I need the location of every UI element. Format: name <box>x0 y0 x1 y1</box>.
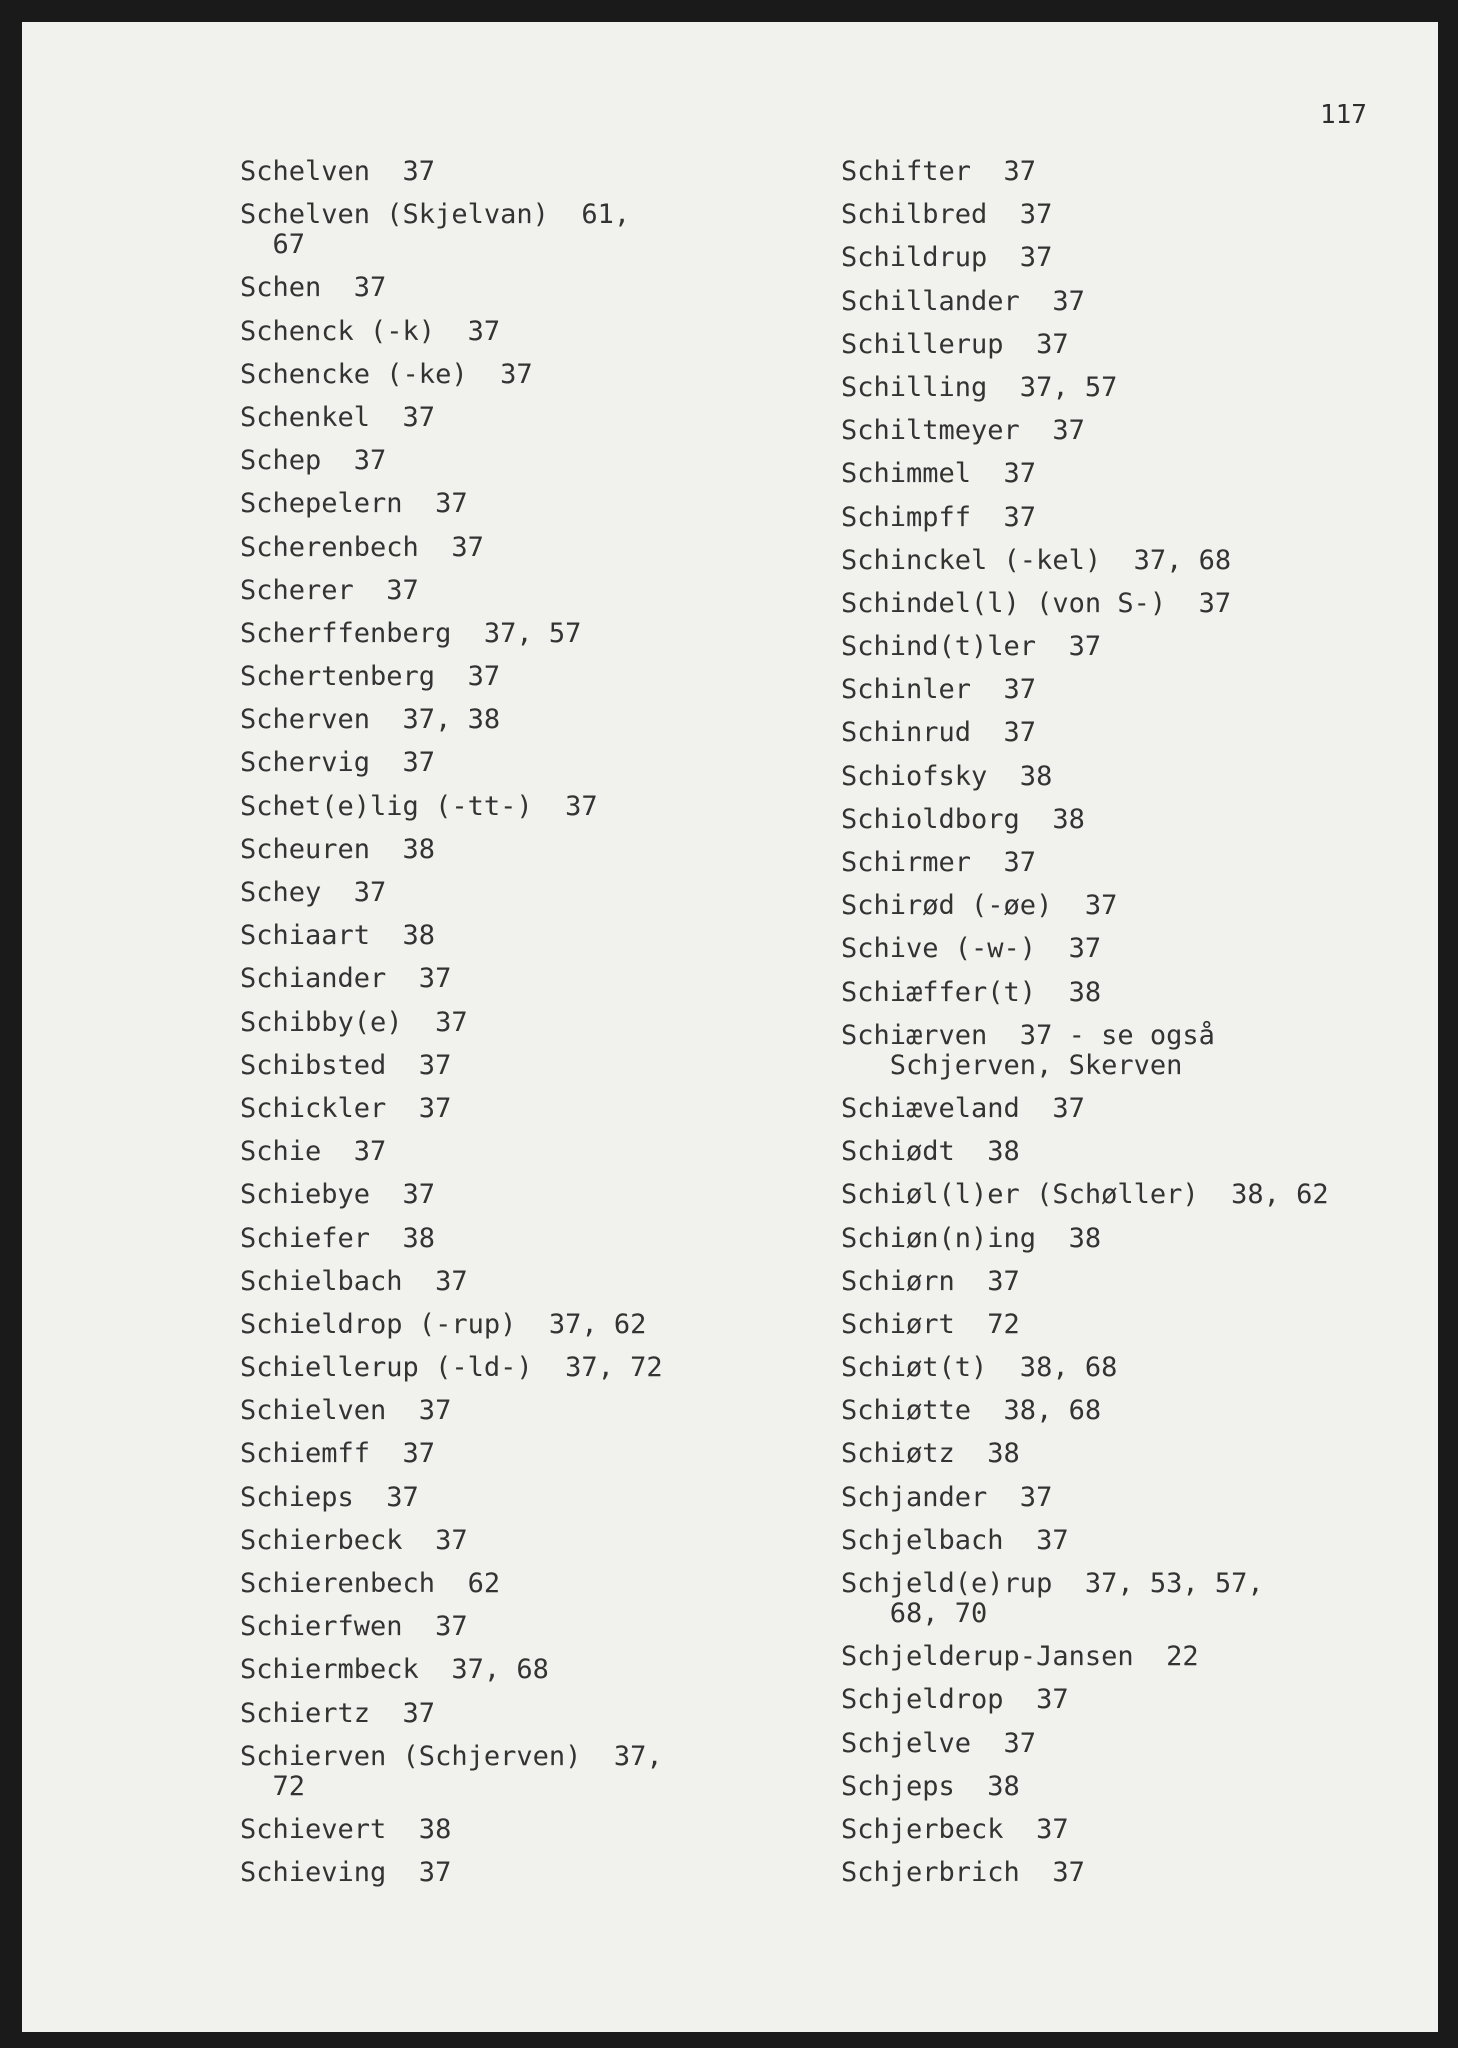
index-entry <box>240 1008 760 1038</box>
index-entry-text: Schenkel 37 <box>240 401 436 433</box>
index-entry-text: Schiofsky 38 <box>841 760 1053 792</box>
index-entry-text: Schjeldrop 37 <box>841 1684 1069 1716</box>
index-entry-text: Schierbeck 37 <box>240 1524 468 1556</box>
index-entry-text: Schiltmeyer 37 <box>841 415 1085 447</box>
index-entry <box>240 1224 760 1254</box>
index-entry <box>841 200 1401 230</box>
page-number: 117 <box>1320 100 1367 130</box>
index-entry <box>841 805 1401 835</box>
index-entry <box>240 1137 760 1167</box>
index-entry-text: Schinler 37 <box>841 674 1037 706</box>
index-entry-text: Schen 37 <box>240 272 387 304</box>
index-entry <box>240 533 760 563</box>
index-entry <box>841 1180 1401 1210</box>
index-entry <box>240 1483 760 1513</box>
index-entry-text: Schirød (-øe) 37 <box>841 890 1118 922</box>
index-entry-text: Schjerbeck 37 <box>841 1813 1069 1845</box>
index-entry <box>841 848 1401 878</box>
index-entry <box>841 330 1401 360</box>
index-entry <box>240 1858 760 1888</box>
index-entry <box>841 891 1401 921</box>
index-entry <box>841 243 1401 273</box>
index-entry-text: Schiebye 37 <box>240 1179 436 1211</box>
index-entry <box>841 373 1401 403</box>
index-entry <box>841 1310 1401 1340</box>
index-entry-text: Schifter 37 <box>841 156 1037 187</box>
index-entry-text: Schjander 37 <box>841 1481 1053 1513</box>
index-entry-text: Scheuren 38 <box>240 833 436 865</box>
index-entry-text: Schiøt(t) 38, 68 <box>841 1352 1118 1384</box>
index-entry-text: Scherer 37 <box>240 574 419 606</box>
index-entry-text: Schiemff 37 <box>240 1438 436 1470</box>
index-entry <box>240 1569 760 1599</box>
index-entry-text: Schieps 37 <box>240 1481 419 1513</box>
index-entry-text: Schirmer 37 <box>841 847 1037 878</box>
index-entry-text: Schencke (-ke) 37 <box>240 358 533 390</box>
index-entry-text: Scherffenberg 37, 57 <box>240 617 582 649</box>
index-column-left <box>240 157 760 1901</box>
index-entry-text: Schibby(e) 37 <box>240 1006 468 1038</box>
index-entry-continuation: Schjerven, Skerven <box>841 1049 1183 1081</box>
index-entry-text: Schiærven 37 - se også <box>841 1019 1215 1051</box>
index-entry <box>841 1094 1401 1124</box>
index-entry <box>240 273 760 303</box>
index-entry <box>841 978 1401 1008</box>
index-entry-text: Schillander 37 <box>841 285 1085 317</box>
index-column-right <box>841 157 1401 1901</box>
index-entry <box>240 403 760 433</box>
index-entry <box>841 157 1401 187</box>
index-entry-text: Schierenbech 62 <box>240 1568 501 1599</box>
index-entry-text: Schieldrop (-rup) 37, 62 <box>240 1308 647 1340</box>
document-page <box>22 22 1438 2032</box>
index-entry-text: Schjerbrich 37 <box>841 1857 1085 1889</box>
index-entry <box>841 1815 1401 1845</box>
index-entry-text: Schickler 37 <box>240 1092 452 1124</box>
index-entry <box>841 459 1401 489</box>
index-entry-text: Schierfwen 37 <box>240 1611 468 1643</box>
index-entry <box>240 1051 760 1081</box>
index-entry-text: Schelven (Skjelvan) 61, <box>240 199 631 231</box>
index-entry <box>841 1137 1401 1167</box>
index-entry-text: Schiertz 37 <box>240 1697 436 1729</box>
index-entry-text: Schiaart 38 <box>240 920 436 952</box>
index-entry <box>240 705 760 735</box>
index-entry-text: Schepelern 37 <box>240 488 468 520</box>
index-entry-text: Schiøtte 38, 68 <box>841 1395 1102 1427</box>
index-entry-text: Schenck (-k) 37 <box>240 315 501 347</box>
index-entry-text: Schiellerup (-ld-) 37, 72 <box>240 1352 663 1384</box>
index-entry <box>240 360 760 390</box>
index-entry <box>841 762 1401 792</box>
index-entry <box>841 503 1401 533</box>
index-entry-text: Schibsted 37 <box>240 1049 452 1081</box>
index-entry <box>841 1224 1401 1254</box>
index-entry <box>240 1396 760 1426</box>
index-entry-text: Schinrud 37 <box>841 717 1037 749</box>
index-entry <box>240 1310 760 1340</box>
index-entry <box>240 446 760 476</box>
index-entry <box>240 576 760 606</box>
index-entry-text: Schievert 38 <box>240 1813 452 1845</box>
index-entry-text: Schierven (Schjerven) 37, <box>240 1740 663 1772</box>
index-entry <box>240 1094 760 1124</box>
index-entry <box>841 1858 1401 1888</box>
index-entry-continuation: 68, 70 <box>841 1598 988 1629</box>
index-entry <box>841 632 1401 662</box>
index-entry <box>240 964 760 994</box>
index-entry-text: Schinckel (-kel) 37, 68 <box>841 544 1232 576</box>
index-entry-text: Schiørt 72 <box>841 1308 1020 1340</box>
index-entry-text: Schie 37 <box>240 1136 387 1168</box>
index-entry-text: Schiæveland 37 <box>841 1092 1085 1124</box>
index-entry <box>841 1439 1401 1469</box>
index-entry <box>240 619 760 649</box>
index-entry-continuation: 72 <box>240 1770 306 1802</box>
index-entry <box>240 1267 760 1297</box>
index-entry <box>240 1612 760 1642</box>
index-entry <box>240 662 760 692</box>
index-entry-text: Schildrup 37 <box>841 242 1053 274</box>
index-entry-text: Schimpff 37 <box>841 501 1037 533</box>
index-entry <box>841 718 1401 748</box>
index-entry-text: Schind(t)ler 37 <box>841 631 1102 663</box>
index-entry-text: Schertenberg 37 <box>240 661 501 693</box>
index-entry <box>841 1642 1401 1672</box>
index-entry <box>240 748 760 778</box>
index-entry <box>841 1685 1401 1715</box>
index-entry <box>841 546 1401 576</box>
index-entry-text: Schjelderup-Jansen 22 <box>841 1641 1199 1673</box>
index-entry <box>841 589 1401 619</box>
index-entry <box>841 1772 1401 1802</box>
index-entry-text: Schelven 37 <box>240 156 436 187</box>
index-entry-text: Schervig 37 <box>240 747 436 779</box>
index-entry-text: Schimmel 37 <box>841 458 1037 490</box>
index-entry-text: Schep 37 <box>240 445 387 477</box>
index-entry <box>841 1483 1401 1513</box>
index-entry <box>240 835 760 865</box>
index-entry <box>240 1699 760 1729</box>
index-entry-text: Schiander 37 <box>240 963 452 995</box>
index-entry-text: Schjelve 37 <box>841 1727 1037 1759</box>
index-entry <box>841 1729 1401 1759</box>
index-entry <box>841 416 1401 446</box>
index-entry-text: Schiøtz 38 <box>841 1438 1020 1470</box>
index-entry <box>240 157 760 187</box>
index-entry-text: Schjelbach 37 <box>841 1524 1069 1556</box>
index-entry-text: Schieving 37 <box>240 1857 452 1889</box>
index-entry <box>240 1742 760 1802</box>
index-entry <box>240 921 760 951</box>
index-entry-text: Schiødt 38 <box>841 1136 1020 1168</box>
index-entry-continuation: 67 <box>240 229 306 261</box>
index-entry-text: Schilbred 37 <box>841 199 1053 231</box>
index-entry <box>841 1526 1401 1556</box>
index-entry-text: Scherenbech 37 <box>240 531 484 563</box>
index-entry <box>841 1569 1401 1629</box>
index-entry <box>240 200 760 260</box>
index-entry <box>841 675 1401 705</box>
index-entry <box>841 1267 1401 1297</box>
index-entry <box>240 1526 760 1556</box>
index-entry <box>841 934 1401 964</box>
index-entry <box>240 1353 760 1383</box>
index-entry-text: Schindel(l) (von S-) 37 <box>841 587 1232 619</box>
index-entry-text: Schielven 37 <box>240 1395 452 1427</box>
index-entry-text: Schet(e)lig (-tt-) 37 <box>240 790 598 822</box>
index-entry-text: Schey 37 <box>240 877 387 908</box>
index-entry-text: Schiøn(n)ing 38 <box>841 1222 1102 1254</box>
index-entry <box>240 317 760 347</box>
index-entry-text: Schive (-w-) 37 <box>841 933 1102 965</box>
index-entry <box>841 287 1401 317</box>
index-entry-text: Schiæffer(t) 38 <box>841 976 1102 1008</box>
index-entry-text: Schiefer 38 <box>240 1222 436 1254</box>
index-entry <box>240 792 760 822</box>
index-entry <box>240 878 760 908</box>
index-entry <box>240 1655 760 1685</box>
index-entry-text: Schiermbeck 37, 68 <box>240 1654 549 1686</box>
index-entry <box>240 489 760 519</box>
index-entry-text: Schillerup 37 <box>841 328 1069 360</box>
index-entry <box>841 1021 1401 1081</box>
index-entry-text: Schielbach 37 <box>240 1265 468 1297</box>
index-entry-text: Schilling 37, 57 <box>841 371 1118 403</box>
index-entry <box>240 1180 760 1210</box>
index-entry <box>841 1353 1401 1383</box>
index-entry-text: Schioldborg 38 <box>841 803 1085 835</box>
index-entry-text: Scherven 37, 38 <box>240 704 501 736</box>
index-entry-text: Schjeps 38 <box>841 1770 1020 1802</box>
index-entry <box>240 1815 760 1845</box>
index-entry-text: Schjeld(e)rup 37, 53, 57, <box>841 1568 1264 1599</box>
index-entry <box>841 1396 1401 1426</box>
index-entry <box>240 1439 760 1469</box>
index-entry-text: Schiøl(l)er (Schøller) 38, 62 <box>841 1179 1329 1211</box>
index-entry-text: Schiørn 37 <box>841 1265 1020 1297</box>
